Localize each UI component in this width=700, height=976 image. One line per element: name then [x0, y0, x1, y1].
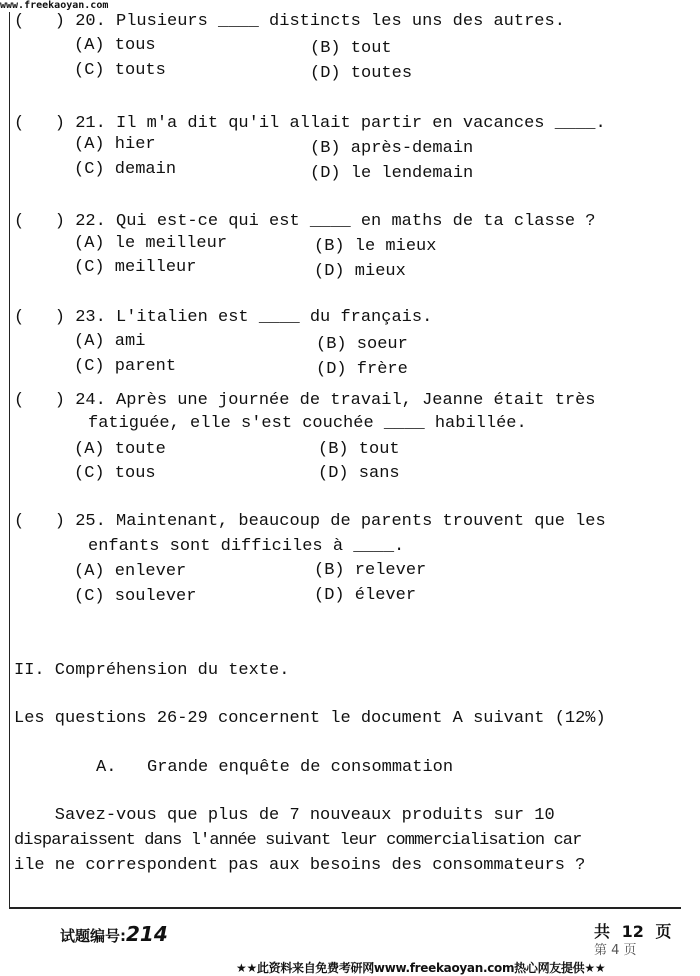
option-d: (D) mieux: [314, 262, 406, 281]
option-a: (A) tous: [74, 36, 156, 55]
paragraph-line: ile ne correspondent pas aux besoins des consommateurs ?: [14, 856, 586, 875]
option-c: (C) touts: [74, 61, 166, 80]
section-intro: Les questions 26-29 concernent le document A suivant (12%): [14, 709, 606, 728]
exam-code: [60, 922, 168, 948]
question-stem: ( ) 24. Après une journée de travail, Jeanne était très: [14, 391, 596, 410]
paragraph-line: Savez-vous que plus de 7 nouveaux produits sur 10: [14, 806, 555, 825]
option-c: (C) soulever: [74, 587, 197, 606]
option-d: (D) frère: [316, 360, 408, 379]
question-stem-cont: fatiguée, elle s'est couchée ____ habillée.: [88, 414, 527, 433]
footer-banner: ★★此资料来自免费考研网www.freekaoyan.com热心网友提供★★: [236, 961, 606, 975]
page-border-left: [9, 12, 10, 908]
option-a: (A) le meilleur: [74, 234, 228, 253]
option-b: (B) après-demain: [310, 139, 474, 158]
section-title: II. Compréhension du texte.: [14, 661, 290, 680]
total-pages: 共 12 页: [594, 922, 672, 941]
option-d: (D) sans: [318, 464, 400, 483]
option-a: (A) ami: [74, 332, 146, 351]
option-c: (C) tous: [74, 464, 156, 483]
question-stem: ( ) 23. L'italien est ____ du français.: [14, 308, 433, 327]
option-b: (B) relever: [314, 561, 427, 580]
page-border-bottom: [9, 907, 681, 909]
question-stem: ( ) 20. Plusieurs ____ distincts les uns des autres.: [14, 12, 565, 31]
option-b: (B) le mieux: [314, 237, 437, 256]
question-stem: ( ) 25. Maintenant, beaucoup de parents trouvent que les: [14, 512, 606, 531]
option-a: (A) toute: [74, 440, 166, 459]
option-c: (C) meilleur: [74, 258, 197, 277]
exam-code-label: 试题编号:: [60, 927, 126, 945]
option-d: (D) toutes: [310, 64, 413, 83]
exam-code-value: 214: [126, 922, 168, 946]
option-d: (D) le lendemain: [310, 164, 474, 183]
option-b: (B) tout: [318, 440, 400, 459]
option-b: (B) soeur: [316, 335, 408, 354]
document-title: A. Grande enquête de consommation: [96, 758, 454, 777]
question-stem-cont: enfants sont difficiles à ____.: [88, 537, 405, 556]
option-a: (A) enlever: [74, 562, 187, 581]
option-a: (A) hier: [74, 135, 156, 154]
option-c: (C) demain: [74, 160, 177, 179]
source-url: www.freekaoyan.com: [0, 0, 109, 11]
question-stem: ( ) 21. Il m'a dit qu'il allait partir en vacances ____.: [14, 114, 606, 133]
paragraph-line: disparaissent dans l'année suivant leur commercialisation car: [14, 831, 582, 850]
option-c: (C) parent: [74, 357, 177, 376]
question-stem: ( ) 22. Qui est-ce qui est ____ en maths de ta classe ?: [14, 212, 596, 231]
page-number: 第 4 页: [594, 943, 637, 958]
option-b: (B) tout: [310, 39, 392, 58]
option-d: (D) élever: [314, 586, 417, 605]
